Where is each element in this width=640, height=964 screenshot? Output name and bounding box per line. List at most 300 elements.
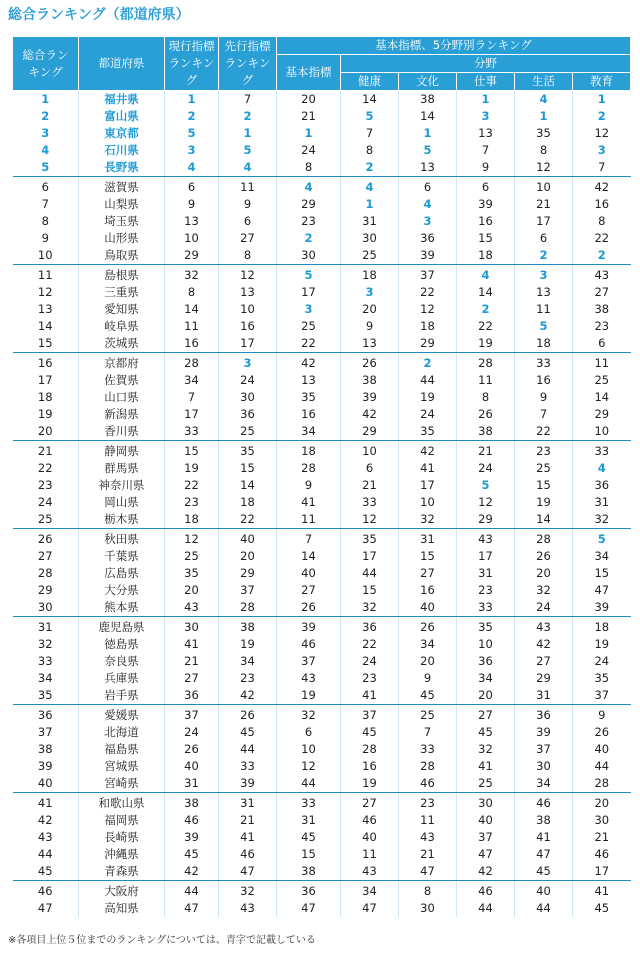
cell-prefecture: 三重県 [79,284,165,301]
cell-leading-rank: 12 [219,265,277,285]
cell-basic-rank: 2 [277,230,341,247]
table-row [13,284,631,301]
cell-leading-rank: 34 [219,653,277,670]
cell-life-rank: 30 [515,758,573,775]
table-row [13,353,631,373]
cell-life-rank: 18 [515,335,573,353]
cell-health-rank: 40 [341,829,399,846]
cell-overall-rank: 23 [37,478,53,492]
cell-life-rank: 15 [515,477,573,494]
cell-leading-rank: 7 [219,91,277,109]
cell-prefecture: 岩手県 [79,687,165,705]
cell-life-rank: 41 [515,829,573,846]
cell-current-rank: 37 [165,705,219,725]
cell-prefecture: 熊本県 [79,599,165,617]
cell-life-rank: 32 [515,582,573,599]
cell-overall-rank: 27 [37,549,53,563]
header-field: 分野 [341,55,631,73]
cell-current-rank: 9 [165,196,219,213]
cell-health-rank: 46 [341,812,399,829]
cell-life-rank: 40 [515,881,573,901]
cell-current-rank: 25 [165,548,219,565]
table-row [13,846,631,863]
cell-leading-rank: 39 [219,775,277,793]
cell-education-rank: 28 [573,775,631,793]
cell-work-rank: 31 [457,565,515,582]
cell-health-rank: 44 [341,565,399,582]
cell-current-rank: 29 [165,247,219,265]
cell-prefecture: 東京都 [79,125,165,142]
cell-work-rank: 46 [457,881,515,901]
cell-basic-rank: 18 [277,441,341,461]
cell-education-rank: 18 [573,617,631,637]
cell-life-rank: 13 [515,284,573,301]
cell-prefecture: 徳島県 [79,636,165,653]
cell-education-rank: 45 [573,900,631,917]
cell-current-rank: 15 [165,441,219,461]
cell-work-rank: 24 [457,460,515,477]
cell-basic-rank: 10 [277,741,341,758]
cell-current-rank: 21 [165,653,219,670]
cell-education-rank: 47 [573,582,631,599]
cell-work-rank: 21 [457,441,515,461]
cell-current-rank: 43 [165,599,219,617]
cell-work-rank: 3 [457,108,515,125]
table-row [13,881,631,901]
header-education: 教育 [573,73,631,91]
cell-prefecture: 鹿児島県 [79,617,165,637]
cell-prefecture: 大分県 [79,582,165,599]
cell-education-rank: 25 [573,372,631,389]
cell-education-rank: 27 [573,284,631,301]
table-row [13,423,631,441]
cell-life-rank: 34 [515,775,573,793]
cell-life-rank: 9 [515,389,573,406]
cell-prefecture: 埼玉県 [79,213,165,230]
cell-leading-rank: 5 [219,142,277,159]
cell-culture-rank: 32 [399,511,457,529]
table-row [13,177,631,197]
cell-prefecture: 千葉県 [79,548,165,565]
cell-leading-rank: 45 [219,724,277,741]
cell-culture-rank: 44 [399,372,457,389]
cell-leading-rank: 41 [219,829,277,846]
table-row [13,460,631,477]
table-row [13,548,631,565]
cell-health-rank: 17 [341,548,399,565]
cell-culture-rank: 10 [399,494,457,511]
cell-culture-rank: 28 [399,758,457,775]
cell-overall-rank: 5 [13,159,79,177]
cell-health-rank: 10 [341,441,399,461]
cell-culture-rank: 13 [399,159,457,177]
cell-basic-rank: 28 [277,460,341,477]
cell-culture-rank: 35 [399,423,457,441]
cell-leading-rank: 13 [219,284,277,301]
table-row [13,142,631,159]
cell-basic-rank: 29 [277,196,341,213]
cell-prefecture: 山梨県 [79,196,165,213]
cell-health-rank: 39 [341,389,399,406]
cell-education-rank: 10 [573,423,631,441]
cell-prefecture: 島根県 [79,265,165,285]
table-row [13,406,631,423]
cell-culture-rank: 11 [399,812,457,829]
cell-current-rank: 31 [165,775,219,793]
header-health: 健康 [341,73,399,91]
cell-culture-rank: 24 [399,406,457,423]
header-basic-index: 基本指標 [277,55,341,91]
table-row [13,494,631,511]
header-current-index: 現行指標 ランキング [165,37,219,91]
cell-work-rank: 47 [457,846,515,863]
cell-leading-rank: 8 [219,247,277,265]
cell-leading-rank: 26 [219,705,277,725]
cell-life-rank: 10 [515,177,573,197]
cell-culture-rank: 5 [399,142,457,159]
cell-health-rank: 8 [341,142,399,159]
cell-leading-rank: 23 [219,670,277,687]
cell-health-rank: 16 [341,758,399,775]
cell-prefecture: 長野県 [79,159,165,177]
cell-work-rank: 30 [457,793,515,813]
cell-education-rank: 35 [573,670,631,687]
cell-life-rank: 33 [515,353,573,373]
cell-leading-rank: 3 [219,353,277,373]
cell-overall-rank: 9 [41,231,49,245]
cell-work-rank: 37 [457,829,515,846]
cell-culture-rank: 1 [399,125,457,142]
cell-health-rank: 4 [341,177,399,197]
cell-current-rank: 39 [165,829,219,846]
cell-prefecture: 山形県 [79,230,165,247]
cell-culture-rank: 27 [399,565,457,582]
cell-education-rank: 2 [573,108,631,125]
cell-leading-rank: 2 [219,108,277,125]
cell-work-rank: 20 [457,687,515,705]
cell-prefecture: 群馬県 [79,460,165,477]
cell-education-rank: 8 [573,213,631,230]
table-row [13,265,631,285]
cell-education-rank: 16 [573,196,631,213]
table-row [13,247,631,265]
cell-prefecture: 愛知県 [79,301,165,318]
cell-work-rank: 26 [457,406,515,423]
table-row [13,599,631,617]
cell-basic-rank: 22 [277,335,341,353]
cell-overall-rank: 45 [13,863,79,881]
cell-overall-rank: 35 [13,687,79,705]
table-row [13,159,631,177]
cell-culture-rank: 21 [399,846,457,863]
cell-basic-rank: 5 [277,265,341,285]
cell-work-rank: 13 [457,125,515,142]
cell-basic-rank: 36 [277,881,341,901]
cell-culture-rank: 30 [399,900,457,917]
cell-overall-rank: 25 [13,511,79,529]
cell-work-rank: 2 [457,301,515,318]
cell-culture-rank: 17 [399,477,457,494]
cell-basic-rank: 9 [277,477,341,494]
cell-education-rank: 15 [573,565,631,582]
cell-life-rank: 29 [515,670,573,687]
cell-current-rank: 23 [165,494,219,511]
cell-culture-rank: 37 [399,265,457,285]
cell-leading-rank: 10 [219,301,277,318]
cell-leading-rank: 43 [219,900,277,917]
cell-work-rank: 10 [457,636,515,653]
cell-life-rank: 20 [515,565,573,582]
cell-education-rank: 39 [573,599,631,617]
cell-health-rank: 5 [341,108,399,125]
cell-current-rank: 7 [165,389,219,406]
cell-current-rank: 17 [165,406,219,423]
cell-leading-rank: 6 [219,213,277,230]
cell-basic-rank: 3 [277,301,341,318]
cell-work-rank: 29 [457,511,515,529]
table-row [13,653,631,670]
cell-health-rank: 20 [341,301,399,318]
cell-basic-rank: 17 [277,284,341,301]
cell-health-rank: 29 [341,423,399,441]
cell-overall-rank: 1 [41,92,50,106]
cell-prefecture: 高知県 [79,900,165,917]
cell-overall-rank: 37 [37,725,53,739]
cell-current-rank: 38 [165,793,219,813]
cell-culture-rank: 46 [399,775,457,793]
cell-overall-rank: 17 [37,373,53,387]
cell-overall-rank: 38 [37,742,53,756]
cell-basic-rank: 23 [277,213,341,230]
cell-work-rank: 1 [457,91,515,109]
cell-health-rank: 45 [341,724,399,741]
cell-leading-rank: 44 [219,741,277,758]
cell-health-rank: 3 [341,284,399,301]
cell-prefecture: 山口県 [79,389,165,406]
cell-basic-rank: 1 [277,125,341,142]
cell-health-rank: 23 [341,670,399,687]
cell-basic-rank: 19 [277,687,341,705]
cell-culture-rank: 2 [399,353,457,373]
cell-prefecture: 奈良県 [79,653,165,670]
cell-life-rank: 42 [515,636,573,653]
cell-overall-rank: 46 [37,884,53,898]
cell-life-rank: 2 [515,247,573,265]
cell-education-rank: 43 [573,265,631,285]
cell-health-rank: 11 [341,846,399,863]
cell-work-rank: 18 [457,247,515,265]
cell-culture-rank: 38 [399,91,457,109]
cell-life-rank: 38 [515,812,573,829]
cell-education-rank: 9 [573,705,631,725]
cell-health-rank: 2 [341,159,399,177]
cell-health-rank: 30 [341,230,399,247]
table-row [13,389,631,406]
cell-culture-rank: 6 [399,177,457,197]
cell-prefecture: 静岡県 [79,441,165,461]
cell-basic-rank: 41 [277,494,341,511]
cell-basic-rank: 6 [277,724,341,741]
cell-basic-rank: 47 [277,900,341,917]
cell-culture-rank: 14 [399,108,457,125]
cell-life-rank: 6 [515,230,573,247]
cell-leading-rank: 17 [219,335,277,353]
cell-culture-rank: 19 [399,389,457,406]
cell-overall-rank: 26 [37,532,53,546]
cell-health-rank: 26 [341,353,399,373]
table-header [13,37,631,91]
cell-leading-rank: 38 [219,617,277,637]
cell-life-rank: 43 [515,617,573,637]
cell-culture-rank: 41 [399,460,457,477]
cell-work-rank: 45 [457,724,515,741]
header-leading-index: 先行指標 ランキング [219,37,277,91]
cell-current-rank: 8 [165,284,219,301]
cell-education-rank: 44 [573,758,631,775]
table-row [13,582,631,599]
table-row [13,108,631,125]
cell-current-rank: 1 [165,91,219,109]
cell-overall-rank: 21 [37,444,53,458]
cell-current-rank: 40 [165,758,219,775]
cell-overall-rank: 47 [37,901,53,915]
cell-leading-rank: 46 [219,846,277,863]
cell-current-rank: 11 [165,318,219,335]
cell-work-rank: 8 [457,389,515,406]
cell-prefecture: 福井県 [79,91,165,109]
cell-basic-rank: 15 [277,846,341,863]
cell-culture-rank: 20 [399,653,457,670]
table-row [13,793,631,813]
cell-education-rank: 31 [573,494,631,511]
cell-overall-rank: 24 [37,495,53,509]
cell-prefecture: 長崎県 [79,829,165,846]
cell-culture-rank: 42 [399,441,457,461]
cell-prefecture: 鳥取県 [79,247,165,265]
cell-work-rank: 35 [457,617,515,637]
cell-culture-rank: 40 [399,599,457,617]
cell-health-rank: 18 [341,265,399,285]
table-row [13,687,631,705]
cell-work-rank: 39 [457,196,515,213]
cell-leading-rank: 35 [219,441,277,461]
cell-basic-rank: 11 [277,511,341,529]
table-row [13,477,631,494]
cell-current-rank: 28 [165,353,219,373]
cell-current-rank: 24 [165,724,219,741]
cell-overall-rank: 44 [37,847,53,861]
cell-basic-rank: 20 [277,91,341,109]
cell-culture-rank: 8 [399,881,457,901]
cell-work-rank: 12 [457,494,515,511]
cell-basic-rank: 46 [277,636,341,653]
cell-education-rank: 32 [573,511,631,529]
page-title: 総合ランキング（都道府県） [8,7,190,23]
cell-work-rank: 14 [457,284,515,301]
cell-work-rank: 15 [457,230,515,247]
cell-basic-rank: 34 [277,423,341,441]
cell-prefecture: 栃木県 [79,511,165,529]
table-row [13,741,631,758]
cell-current-rank: 14 [165,301,219,318]
cell-work-rank: 41 [457,758,515,775]
cell-work-rank: 28 [457,353,515,373]
cell-overall-rank: 39 [37,759,53,773]
cell-leading-rank: 9 [219,196,277,213]
cell-prefecture: 大阪府 [79,881,165,901]
cell-education-rank: 3 [573,142,631,159]
cell-basic-rank: 32 [277,705,341,725]
cell-culture-rank: 26 [399,617,457,637]
table-body [13,91,631,918]
cell-overall-rank: 10 [13,247,79,265]
cell-life-rank: 46 [515,793,573,813]
cell-overall-rank: 7 [41,197,49,211]
cell-overall-rank: 30 [13,599,79,617]
cell-life-rank: 23 [515,441,573,461]
cell-overall-rank: 11 [37,268,53,282]
cell-overall-rank: 43 [37,830,53,844]
cell-leading-rank: 47 [219,863,277,881]
cell-current-rank: 18 [165,511,219,529]
cell-current-rank: 20 [165,582,219,599]
cell-leading-rank: 33 [219,758,277,775]
cell-current-rank: 32 [165,265,219,285]
cell-basic-rank: 44 [277,775,341,793]
cell-basic-rank: 12 [277,758,341,775]
table-row [13,196,631,213]
cell-health-rank: 6 [341,460,399,477]
cell-basic-rank: 16 [277,406,341,423]
table-row [13,213,631,230]
cell-life-rank: 7 [515,406,573,423]
cell-culture-rank: 18 [399,318,457,335]
cell-prefecture: 和歌山県 [79,793,165,813]
cell-education-rank: 12 [573,125,631,142]
cell-health-rank: 14 [341,91,399,109]
cell-prefecture: 福島県 [79,741,165,758]
cell-culture-rank: 3 [399,213,457,230]
cell-current-rank: 33 [165,423,219,441]
cell-leading-rank: 20 [219,548,277,565]
cell-overall-rank: 16 [37,356,53,370]
cell-prefecture: 石川県 [79,142,165,159]
cell-leading-rank: 18 [219,494,277,511]
cell-life-rank: 27 [515,653,573,670]
cell-work-rank: 19 [457,335,515,353]
cell-culture-rank: 33 [399,741,457,758]
cell-health-rank: 43 [341,863,399,881]
cell-overall-rank: 19 [37,407,53,421]
cell-health-rank: 31 [341,213,399,230]
cell-education-rank: 26 [573,724,631,741]
cell-culture-rank: 23 [399,793,457,813]
cell-leading-rank: 37 [219,582,277,599]
cell-basic-rank: 8 [277,159,341,177]
cell-life-rank: 24 [515,599,573,617]
cell-overall-rank: 15 [13,335,79,353]
cell-current-rank: 36 [165,687,219,705]
cell-culture-rank: 25 [399,705,457,725]
cell-health-rank: 25 [341,247,399,265]
cell-health-rank: 24 [341,653,399,670]
table-row [13,670,631,687]
cell-work-rank: 22 [457,318,515,335]
cell-education-rank: 37 [573,687,631,705]
cell-life-rank: 47 [515,846,573,863]
header-culture: 文化 [399,73,457,91]
cell-health-rank: 13 [341,335,399,353]
